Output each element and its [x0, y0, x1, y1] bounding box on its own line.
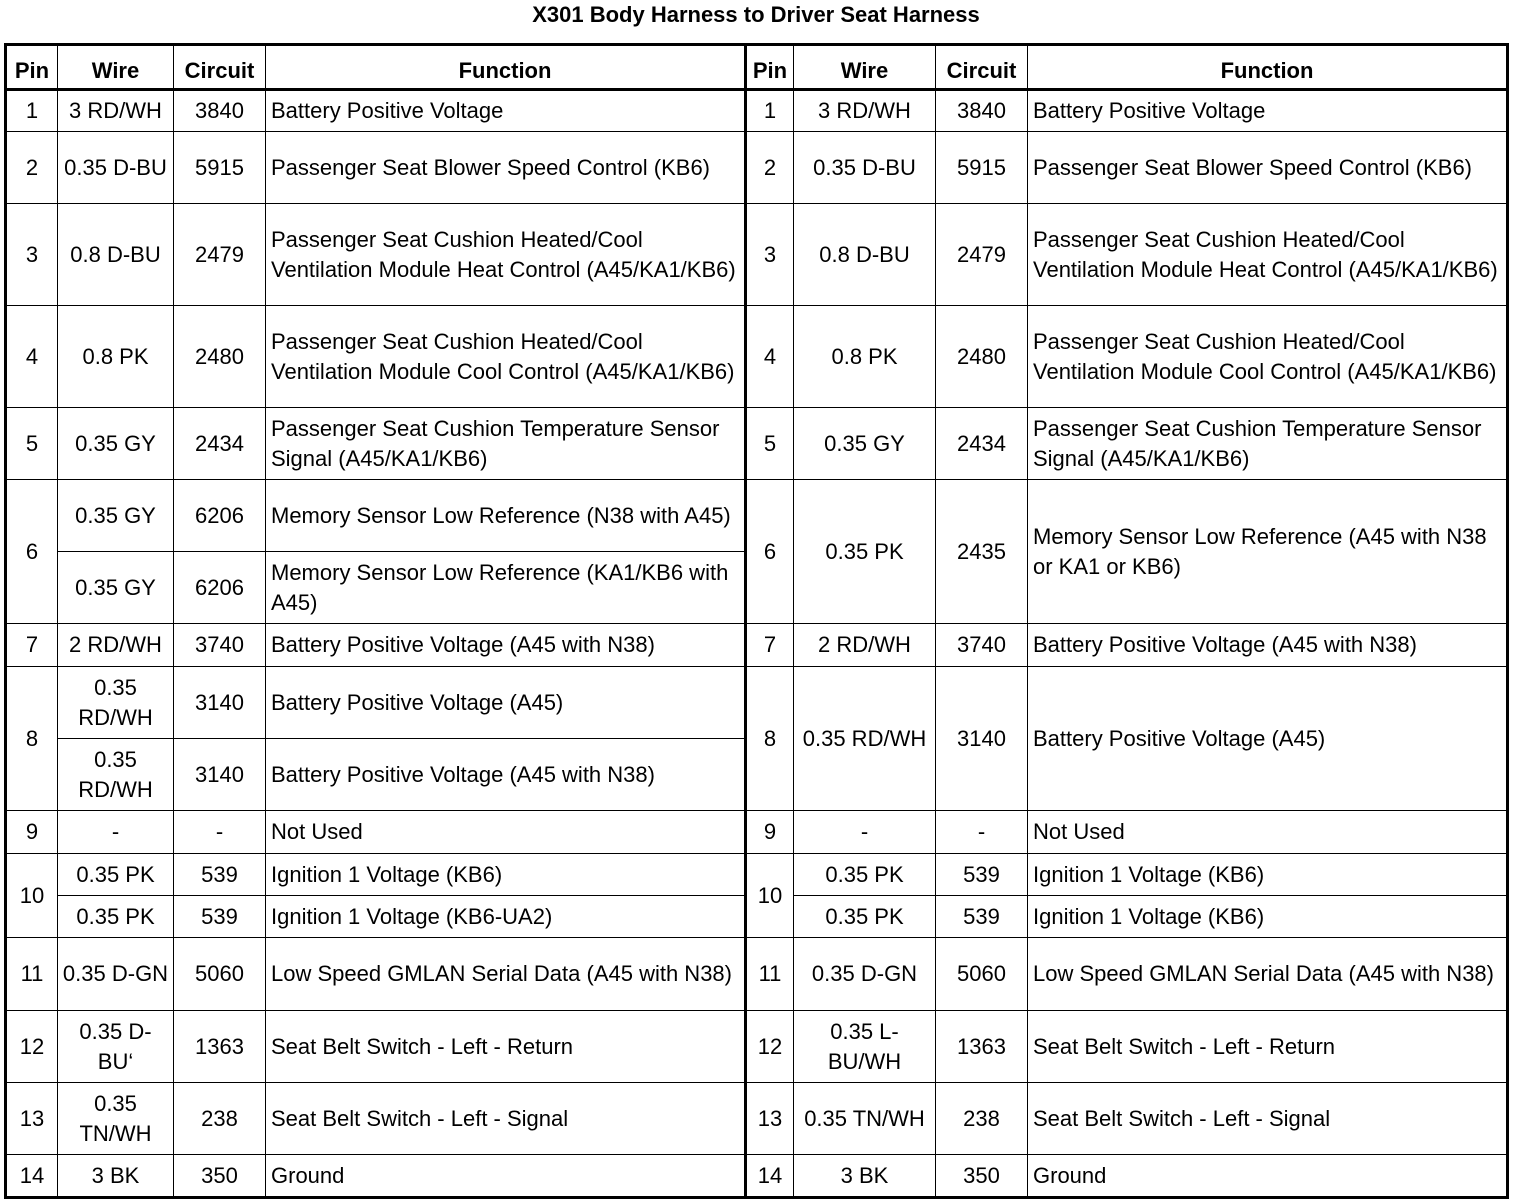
right-circuit-cell: - — [936, 811, 1028, 854]
right-wire-header: Wire — [794, 45, 936, 90]
right-wire-cell: 3 RD/WH — [794, 90, 936, 132]
right-circuit-cell: 2479 — [936, 204, 1028, 306]
pin-cell: 2 — [6, 132, 58, 204]
table-row — [6, 408, 1508, 480]
right-wire-cell: 0.35 D-GN — [794, 938, 936, 1011]
pin-cell: 1 — [6, 90, 58, 132]
left-wire-cell: 0.35 PK — [58, 854, 174, 896]
left-circuit-cell: 539 — [174, 896, 266, 938]
table-row — [6, 480, 1508, 552]
left-circuit-cell: 3840 — [174, 90, 266, 132]
left-circuit-cell: 2434 — [174, 408, 266, 480]
pin-cell: 13 — [6, 1083, 58, 1155]
right-circuit-cell: 5915 — [936, 132, 1028, 204]
right-wire-cell: 0.8 D-BU — [794, 204, 936, 306]
right-function-cell: Passenger Seat Blower Speed Control (KB6) — [1028, 132, 1508, 204]
right-circuit-cell: 2435 — [936, 480, 1028, 624]
table-row — [6, 811, 1508, 854]
left-circuit-cell: 5060 — [174, 938, 266, 1011]
table-row — [6, 1083, 1508, 1155]
right-function-cell: Passenger Seat Cushion Heated/Cool Ventilation Module Heat Control (A45/KA1/KB6) — [1028, 204, 1508, 306]
table-row — [6, 624, 1508, 667]
left-wire-cell: 0.35 D-BU — [58, 132, 174, 204]
left-function-cell: Passenger Seat Cushion Temperature Sensor Signal (A45/KA1/KB6) — [266, 408, 746, 480]
left-wire-cell: 0.8 PK — [58, 306, 174, 408]
pin-cell: 12 — [746, 1011, 794, 1083]
right-circuit-header: Circuit — [936, 45, 1028, 90]
left-wire-cell: 0.35 TN/WH — [58, 1083, 174, 1155]
pin-cell: 11 — [746, 938, 794, 1011]
pin-cell: 10 — [6, 854, 58, 938]
table-row — [6, 132, 1508, 204]
left-wire-cell: 3 BK — [58, 1155, 174, 1198]
right-function-cell: Passenger Seat Cushion Temperature Sensor Signal (A45/KA1/KB6) — [1028, 408, 1508, 480]
table-body — [6, 90, 1508, 1198]
left-wire-cell: 3 RD/WH — [58, 90, 174, 132]
right-function-cell: Low Speed GMLAN Serial Data (A45 with N38) — [1028, 938, 1508, 1011]
right-function-cell: Not Used — [1028, 811, 1508, 854]
left-wire-cell: 0.35 D-GN — [58, 938, 174, 1011]
header-row — [6, 45, 1508, 90]
left-function-cell: Battery Positive Voltage (A45 with N38) — [266, 739, 746, 811]
pin-cell: 8 — [746, 667, 794, 811]
left-wire-header: Wire — [58, 45, 174, 90]
table-row — [6, 938, 1508, 1011]
right-wire-cell: 0.8 PK — [794, 306, 936, 408]
left-wire-cell: 0.35 RD/WH — [58, 667, 174, 739]
left-wire-cell: - — [58, 811, 174, 854]
left-circuit-cell: 238 — [174, 1083, 266, 1155]
right-function-cell: Passenger Seat Cushion Heated/Cool Ventilation Module Cool Control (A45/KA1/KB6) — [1028, 306, 1508, 408]
left-function-cell: Battery Positive Voltage — [266, 90, 746, 132]
left-wire-cell: 2 RD/WH — [58, 624, 174, 667]
left-pin-header: Pin — [6, 45, 58, 90]
left-circuit-cell: 350 — [174, 1155, 266, 1198]
left-function-cell: Ground — [266, 1155, 746, 1198]
pin-cell: 8 — [6, 667, 58, 811]
right-wire-cell: 0.35 PK — [794, 896, 936, 938]
left-function-cell: Battery Positive Voltage (A45) — [266, 667, 746, 739]
left-circuit-cell: 6206 — [174, 480, 266, 552]
left-circuit-cell: 6206 — [174, 552, 266, 624]
right-wire-cell: 3 BK — [794, 1155, 936, 1198]
right-pin-header: Pin — [746, 45, 794, 90]
right-wire-cell: 0.35 RD/WH — [794, 667, 936, 811]
right-function-cell: Battery Positive Voltage (A45 with N38) — [1028, 624, 1508, 667]
left-wire-cell: 0.35 GY — [58, 408, 174, 480]
pin-cell: 9 — [6, 811, 58, 854]
pin-cell: 14 — [746, 1155, 794, 1198]
left-function-header: Function — [266, 45, 746, 90]
left-function-cell: Ignition 1 Voltage (KB6-UA2) — [266, 896, 746, 938]
right-circuit-cell: 238 — [936, 1083, 1028, 1155]
right-circuit-cell: 2480 — [936, 306, 1028, 408]
pin-cell: 7 — [6, 624, 58, 667]
right-wire-cell: 0.35 PK — [794, 480, 936, 624]
right-circuit-cell: 539 — [936, 854, 1028, 896]
pin-cell: 5 — [746, 408, 794, 480]
table-row — [6, 306, 1508, 408]
left-circuit-cell: 1363 — [174, 1011, 266, 1083]
left-function-cell: Not Used — [266, 811, 746, 854]
pin-cell: 2 — [746, 132, 794, 204]
left-function-cell: Battery Positive Voltage (A45 with N38) — [266, 624, 746, 667]
left-circuit-header: Circuit — [174, 45, 266, 90]
right-function-cell: Seat Belt Switch - Left - Signal — [1028, 1083, 1508, 1155]
right-circuit-cell: 3840 — [936, 90, 1028, 132]
right-circuit-cell: 350 — [936, 1155, 1028, 1198]
right-function-cell: Memory Sensor Low Reference (A45 with N38 or KA1 or KB6) — [1028, 480, 1508, 624]
left-function-cell: Seat Belt Switch - Left - Return — [266, 1011, 746, 1083]
right-circuit-cell: 3140 — [936, 667, 1028, 811]
pin-cell: 6 — [746, 480, 794, 624]
pinout-table — [4, 43, 1509, 1199]
left-circuit-cell: 2480 — [174, 306, 266, 408]
left-circuit-cell: 2479 — [174, 204, 266, 306]
pin-cell: 12 — [6, 1011, 58, 1083]
pin-cell: 6 — [6, 480, 58, 624]
pin-cell: 5 — [6, 408, 58, 480]
left-function-cell: Memory Sensor Low Reference (N38 with A45) — [266, 480, 746, 552]
pin-cell: 4 — [6, 306, 58, 408]
left-wire-cell: 0.8 D-BU — [58, 204, 174, 306]
left-wire-cell: 0.35 D-BU‘ — [58, 1011, 174, 1083]
pin-cell: 7 — [746, 624, 794, 667]
right-wire-cell: 0.35 D-BU — [794, 132, 936, 204]
right-circuit-cell: 1363 — [936, 1011, 1028, 1083]
right-circuit-cell: 3740 — [936, 624, 1028, 667]
right-function-cell: Battery Positive Voltage — [1028, 90, 1508, 132]
pin-cell: 3 — [6, 204, 58, 306]
left-circuit-cell: 3140 — [174, 739, 266, 811]
left-circuit-cell: 5915 — [174, 132, 266, 204]
left-wire-cell: 0.35 GY — [58, 480, 174, 552]
right-wire-cell: 2 RD/WH — [794, 624, 936, 667]
right-circuit-cell: 5060 — [936, 938, 1028, 1011]
right-function-cell: Ignition 1 Voltage (KB6) — [1028, 896, 1508, 938]
left-circuit-cell: 3140 — [174, 667, 266, 739]
left-circuit-cell: 539 — [174, 854, 266, 896]
right-wire-cell: 0.35 GY — [794, 408, 936, 480]
right-wire-cell: 0.35 L-BU/WH — [794, 1011, 936, 1083]
left-function-cell: Passenger Seat Cushion Heated/Cool Ventilation Module Cool Control (A45/KA1/KB6) — [266, 306, 746, 408]
pin-cell: 13 — [746, 1083, 794, 1155]
table-row — [6, 1011, 1508, 1083]
left-wire-cell: 0.35 PK — [58, 896, 174, 938]
left-function-cell: Seat Belt Switch - Left - Signal — [266, 1083, 746, 1155]
right-function-cell: Ground — [1028, 1155, 1508, 1198]
right-function-cell: Ignition 1 Voltage (KB6) — [1028, 854, 1508, 896]
right-function-header: Function — [1028, 45, 1508, 90]
right-function-cell: Battery Positive Voltage (A45) — [1028, 667, 1508, 811]
pin-cell: 1 — [746, 90, 794, 132]
left-function-cell: Memory Sensor Low Reference (KA1/KB6 with A45) — [266, 552, 746, 624]
right-circuit-cell: 2434 — [936, 408, 1028, 480]
pin-cell: 11 — [6, 938, 58, 1011]
page-title: X301 Body Harness to Driver Seat Harness — [532, 2, 980, 27]
right-circuit-cell: 539 — [936, 896, 1028, 938]
pin-cell: 3 — [746, 204, 794, 306]
left-function-cell: Low Speed GMLAN Serial Data (A45 with N38) — [266, 938, 746, 1011]
left-wire-cell: 0.35 RD/WH — [58, 739, 174, 811]
left-circuit-cell: - — [174, 811, 266, 854]
left-circuit-cell: 3740 — [174, 624, 266, 667]
right-wire-cell: 0.35 TN/WH — [794, 1083, 936, 1155]
left-wire-cell: 0.35 GY — [58, 552, 174, 624]
left-function-cell: Passenger Seat Cushion Heated/Cool Ventilation Module Heat Control (A45/KA1/KB6) — [266, 204, 746, 306]
left-function-cell: Ignition 1 Voltage (KB6) — [266, 854, 746, 896]
right-function-cell: Seat Belt Switch - Left - Return — [1028, 1011, 1508, 1083]
right-wire-cell: 0.35 PK — [794, 854, 936, 896]
table-row — [6, 90, 1508, 132]
table-row — [6, 204, 1508, 306]
pin-cell: 10 — [746, 854, 794, 938]
pin-cell: 9 — [746, 811, 794, 854]
pin-cell: 4 — [746, 306, 794, 408]
right-wire-cell: - — [794, 811, 936, 854]
table-row — [6, 667, 1508, 739]
table-row — [6, 1155, 1508, 1198]
pin-cell: 14 — [6, 1155, 58, 1198]
table-row — [6, 854, 1508, 896]
left-function-cell: Passenger Seat Blower Speed Control (KB6) — [266, 132, 746, 204]
